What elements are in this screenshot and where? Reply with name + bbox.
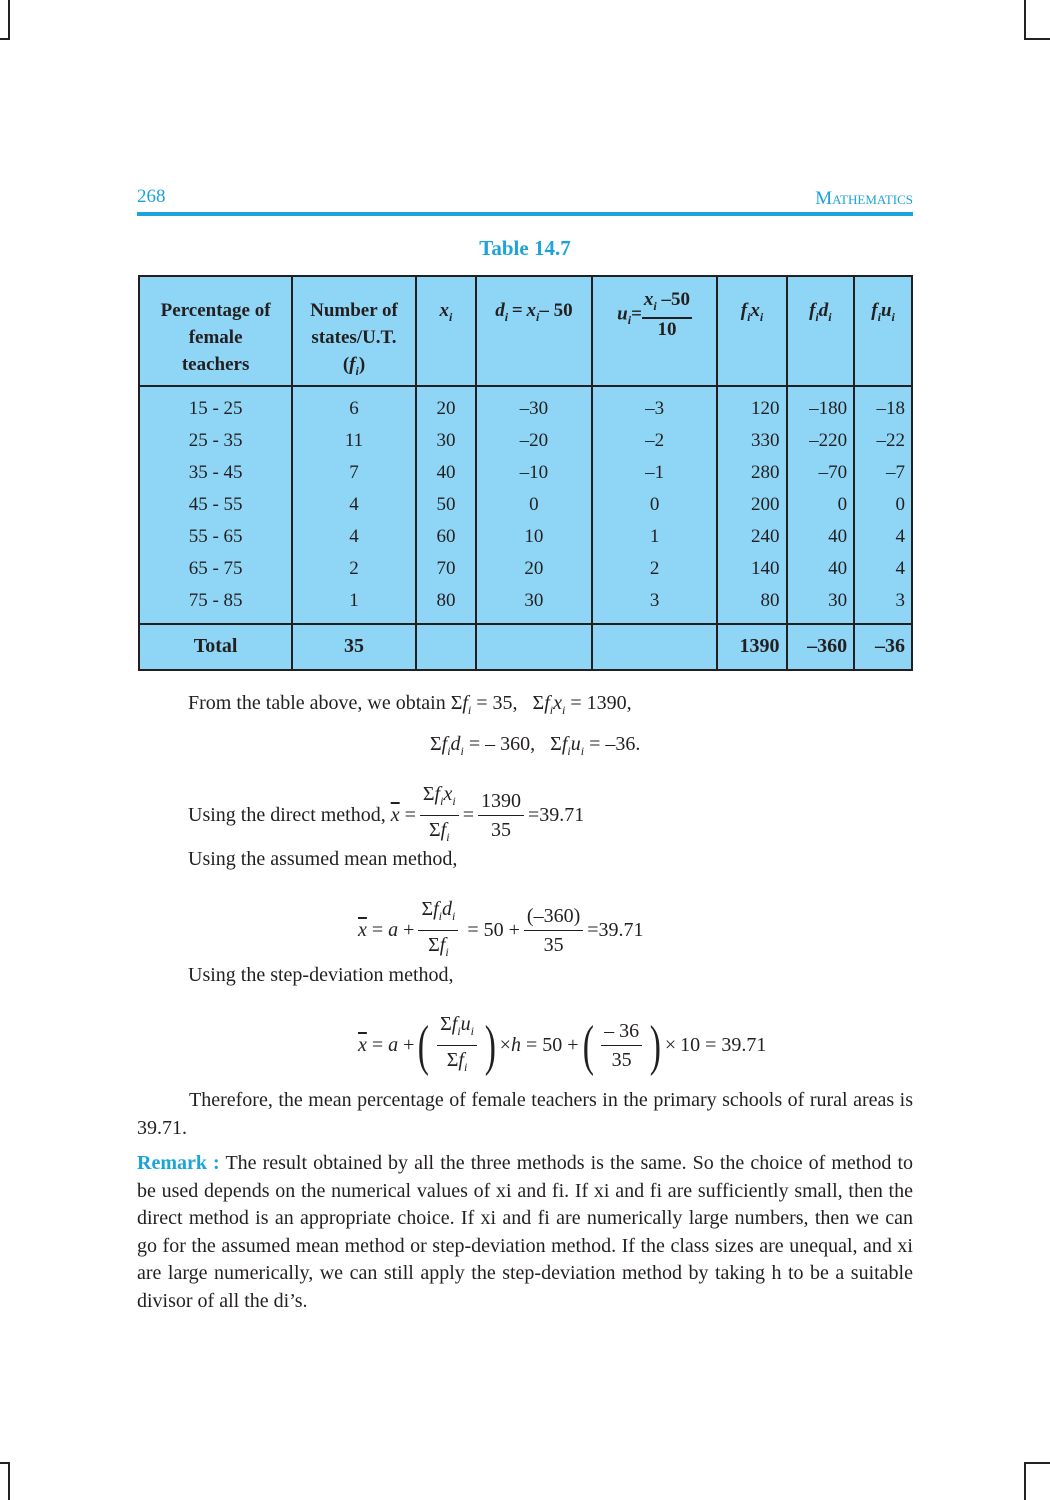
sum-f: 35 xyxy=(492,692,513,714)
cell-xi: 80 xyxy=(416,585,476,624)
cell-fixi: 120 xyxy=(717,386,786,425)
cell-frequency: 4 xyxy=(292,521,416,553)
cell-xi: 50 xyxy=(416,489,476,521)
cell-fixi: 80 xyxy=(717,585,786,624)
cell-frequency: 2 xyxy=(292,553,416,585)
assumed-denominator: 35 xyxy=(543,934,564,956)
cell-ui: –3 xyxy=(592,386,718,425)
cell-xi: 60 xyxy=(416,521,476,553)
step-a: 50 xyxy=(542,1034,563,1056)
col-header-states: Number of states/U.T. $(f_i)$ xyxy=(292,276,416,386)
assumed-result: 39.71 xyxy=(598,919,644,941)
cell-class-interval: 65 - 75 xyxy=(139,553,292,585)
cell-xi: 30 xyxy=(416,425,476,457)
step-result: 39.71 xyxy=(721,1034,767,1056)
conclusion-paragraph xyxy=(137,1087,913,1142)
cell-class-interval: 55 - 65 xyxy=(139,521,292,553)
page-number: 268 xyxy=(137,186,166,207)
crop-mark-top-left xyxy=(8,0,10,40)
total-di xyxy=(476,624,592,670)
cell-di: –30 xyxy=(476,386,592,425)
total-fixi: 1390 xyxy=(717,624,786,670)
cell-fixi: 280 xyxy=(717,457,786,489)
running-title: Mathematics xyxy=(815,188,913,209)
cell-fiui: –7 xyxy=(854,457,912,489)
cell-ui: 3 xyxy=(592,585,718,624)
col-header-fiui: $f_iu_i$ xyxy=(854,276,912,386)
table-row xyxy=(139,553,912,585)
cell-class-interval: 45 - 55 xyxy=(139,489,292,521)
direct-denominator: 35 xyxy=(490,819,511,841)
table-row xyxy=(139,425,912,457)
cell-fixi: 240 xyxy=(717,521,786,553)
total-xi xyxy=(416,624,476,670)
assumed-mean-equation: $\overline{x}$ = a + $\frac{\Sigma f_id_i}{\Sigma f_i}$ = 50 + $\frac{(-360)}{35}$ = 39.71 xyxy=(358,895,644,966)
step-numerator: – 36 xyxy=(601,1017,642,1046)
table-row xyxy=(139,457,912,489)
cell-di: –20 xyxy=(476,425,592,457)
step-deviation-equation: $\overline{x}$ = a + ( $\frac{\Sigma f_iu_i}{\Sigma f_i}$ ) × h = 50 + ( $\frac{- 36}{35}$ ) × 10 = 39.71 xyxy=(358,1010,766,1081)
step-h: 10 xyxy=(680,1034,701,1056)
cell-fiui: –18 xyxy=(854,386,912,425)
cell-xi: 70 xyxy=(416,553,476,585)
table-caption: Table 14.7 xyxy=(479,236,571,260)
cell-fidi: –180 xyxy=(787,386,855,425)
cell-ui: 1 xyxy=(592,521,718,553)
cell-class-interval: 75 - 85 xyxy=(139,585,292,624)
cell-di: –10 xyxy=(476,457,592,489)
cell-frequency: 4 xyxy=(292,489,416,521)
cell-ui: –2 xyxy=(592,425,718,457)
direct-numerator: 1390 xyxy=(478,787,524,816)
table-row xyxy=(139,386,912,425)
cell-fiui: 4 xyxy=(854,553,912,585)
table-total-row xyxy=(139,624,912,670)
direct-method-label: Using the direct method, xyxy=(188,804,386,826)
cell-fixi: 330 xyxy=(717,425,786,457)
cell-class-interval: 25 - 35 xyxy=(139,425,292,457)
sum-fx: 1390 xyxy=(586,692,627,714)
table-row xyxy=(139,521,912,553)
cell-fidi: 30 xyxy=(787,585,855,624)
cell-fiui: 3 xyxy=(854,585,912,624)
cell-di: 20 xyxy=(476,553,592,585)
cell-fiui: –22 xyxy=(854,425,912,457)
direct-method-equation: Using the direct method, $\overline{x}$ = $\frac{\Sigma f_ix_i}{\Sigma f_i}$ = $\frac{1390}{35}$ = 39.71 xyxy=(188,780,584,851)
cell-fidi: –220 xyxy=(787,425,855,457)
cell-fixi: 200 xyxy=(717,489,786,521)
cell-frequency: 11 xyxy=(292,425,416,457)
crop-mark-bottom-right xyxy=(1024,1462,1050,1464)
cell-ui: 2 xyxy=(592,553,718,585)
cell-xi: 20 xyxy=(416,386,476,425)
total-fidi: –360 xyxy=(787,624,855,670)
frequency-table xyxy=(138,275,913,671)
cell-ui: –1 xyxy=(592,457,718,489)
cell-frequency: 6 xyxy=(292,386,416,425)
cell-frequency: 7 xyxy=(292,457,416,489)
col-header-fidi: $f_id_i$ xyxy=(787,276,855,386)
direct-result: 39.71 xyxy=(539,804,585,826)
cell-di: 30 xyxy=(476,585,592,624)
crop-mark-bottom-right xyxy=(1024,1462,1026,1500)
crop-mark-bottom-left xyxy=(8,1462,10,1500)
crop-mark-bottom-left xyxy=(0,1462,10,1464)
cell-fidi: 0 xyxy=(787,489,855,521)
cell-fiui: 0 xyxy=(854,489,912,521)
total-frequency: 35 xyxy=(292,624,416,670)
table-row xyxy=(139,489,912,521)
sums-line-2: $\Sigma f_id_i$ = – 360, $\Sigma f_iu_i = -36$. xyxy=(430,733,641,758)
sum-fd: – 360 xyxy=(485,733,531,755)
conclusion-text: Therefore, the mean percentage of female teachers in the primary schools of rural areas is 39.71. xyxy=(137,1089,913,1139)
cell-fiui: 4 xyxy=(854,521,912,553)
step-deviation-label: Using the step-deviation method, xyxy=(188,964,454,986)
step-denominator: 35 xyxy=(611,1049,632,1071)
cell-di: 0 xyxy=(476,489,592,521)
col-header-di: $d_i = x_i-$ 50 xyxy=(476,276,592,386)
cell-di: 10 xyxy=(476,521,592,553)
sum-fu: –36 xyxy=(605,733,636,755)
remark-label: Remark : xyxy=(137,1152,220,1174)
cell-fixi: 140 xyxy=(717,553,786,585)
col-header-ui: $u_i=$ $\frac{x_i -50}{10}$ xyxy=(592,276,718,386)
total-fiui: –36 xyxy=(854,624,912,670)
assumed-mean-label: Using the assumed mean method, xyxy=(188,848,458,870)
remark-paragraph xyxy=(137,1150,913,1315)
assumed-a: 50 xyxy=(483,919,504,941)
cell-class-interval: 15 - 25 xyxy=(139,386,292,425)
col-header-fixi: $f_ix_i$ xyxy=(717,276,786,386)
crop-mark-top-right xyxy=(1024,0,1026,40)
col-header-xi: $x_i$ xyxy=(416,276,476,386)
col-header-percentage: Percentage of female teachers xyxy=(139,276,292,386)
remark-text: The result obtained by all the three methods is the same. So the choice of method to be used depends on the numerical values of xi and fi. If xi and fi are sufficiently small, then the direct method is an appropriate choice. If xi and fi are numerically large numbers, then we can go for the assumed mean method or step-deviation method. If the class sizes are unequal, and xi are large numerically, we can still apply the step-deviation method by taking h to be a suitable divisor of all the di’s. xyxy=(137,1152,913,1312)
header-rule xyxy=(137,212,913,216)
cell-fidi: 40 xyxy=(787,521,855,553)
crop-mark-top-left xyxy=(0,38,10,40)
cell-fidi: –70 xyxy=(787,457,855,489)
crop-mark-top-right xyxy=(1024,38,1050,40)
cell-frequency: 1 xyxy=(292,585,416,624)
cell-fidi: 40 xyxy=(787,553,855,585)
total-label: Total xyxy=(139,624,292,670)
table-row xyxy=(139,585,912,624)
cell-xi: 40 xyxy=(416,457,476,489)
obtain-intro: From the table above, we obtain xyxy=(188,692,446,714)
assumed-numerator: (–360) xyxy=(524,902,583,931)
table-header-row xyxy=(139,276,912,386)
total-ui xyxy=(592,624,718,670)
sums-line-1: From the table above, we obtain $\Sigma f_i = 35$, $\Sigma f_ix_i = 1390$, xyxy=(188,692,632,717)
cell-ui: 0 xyxy=(592,489,718,521)
cell-class-interval: 35 - 45 xyxy=(139,457,292,489)
